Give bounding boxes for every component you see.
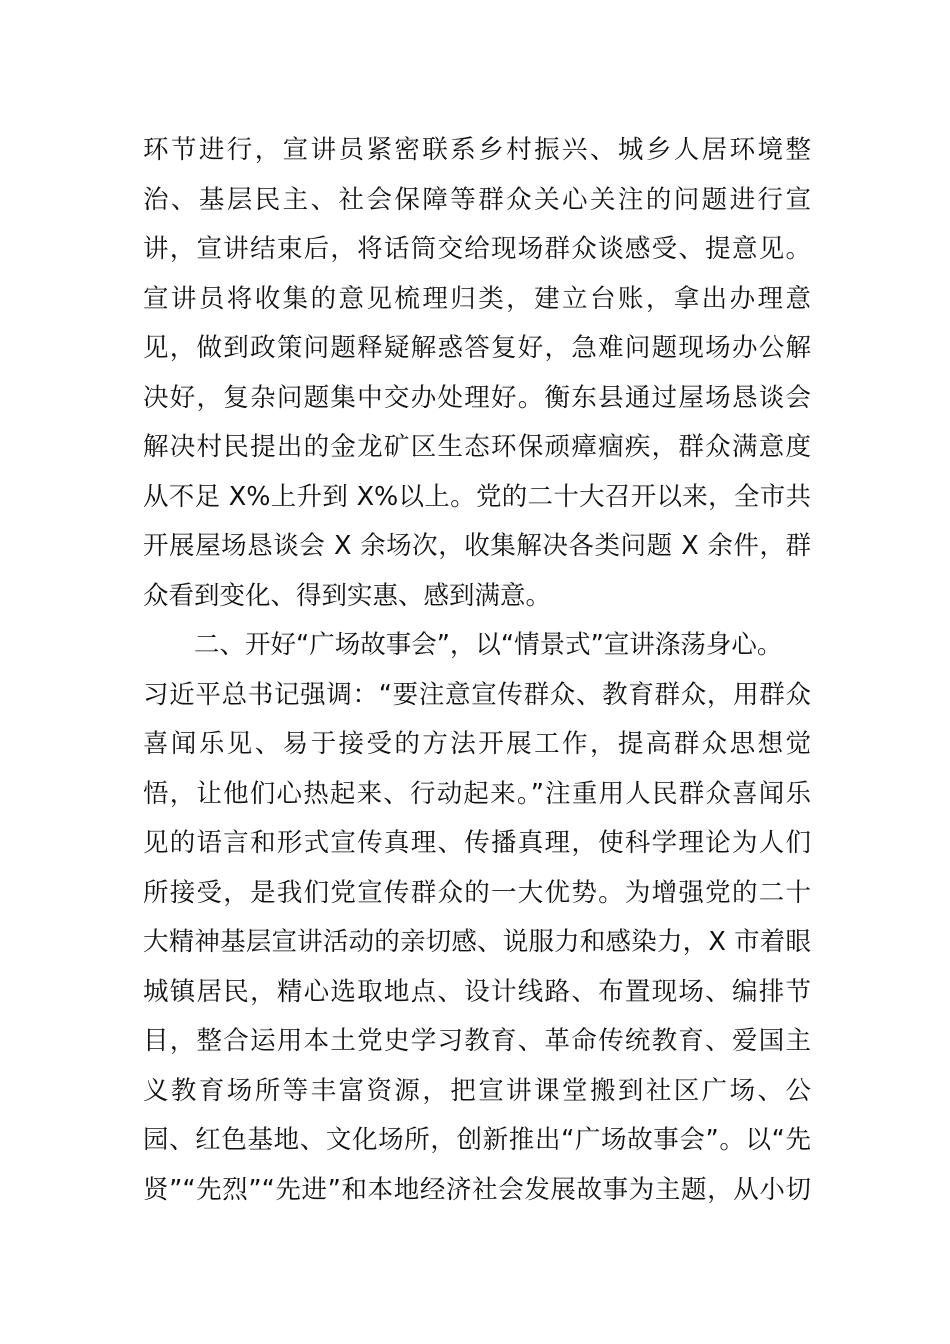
text-line-9: 开展屋场恳谈会 X 余场次，收集解决各类问题 X 余件，群 [143,531,811,561]
text-line-20: 义教育场所等丰富资源，把宣讲课堂搬到社区广场、公 [143,1075,811,1106]
text-line-15: 见的语言和形式宣传真理、传播真理，使科学理论为人们 [143,828,811,858]
text-line-7: 解决村民提出的金龙矿区生态环保顽瘴痼疾，群众满意度 [143,432,811,462]
text-line-16: 所接受，是我们党宣传群众的一大优势。为增强党的二十 [143,877,811,908]
text-line-3: 讲，宣讲结束后，将话筒交给现场群众谈感受、提意见。 [143,234,811,264]
text-line-2: 治、基层民主、社会保障等群众关心关注的问题进行宣 [143,184,811,215]
section-heading: 二、开好“广场故事会”，以“情景式”宣讲涤荡身心。 [194,630,783,660]
text-line-6: 决好，复杂问题集中交办处理好。衡东县通过屋场恳谈会 [143,382,811,413]
text-line-10: 众看到变化、得到实惠、感到满意。 [143,580,552,611]
text-line-19: 目，整合运用本土党史学习教育、革命传统教育、爱国主 [143,1026,811,1056]
text-line-14: 悟，让他们心热起来、行动起来。”注重用人民群众喜闻乐 [143,778,811,809]
text-line-22: 贤”“先烈”“先进”和本地经济社会发展故事为主题，从小切 [143,1174,811,1205]
text-line-18: 城镇居民，精心选取地点、设计线路、布置现场、编排节 [143,976,811,1007]
text-line-1: 环节进行，宣讲员紧密联系乡村振兴、城乡人居环境整 [143,135,811,165]
text-line-8: 从不足 X%上升到 X%以上。党的二十大召开以来，全市共 [143,481,811,512]
text-line-13: 喜闻乐见、易于接受的方法开展工作，提高群众思想觉 [143,729,811,759]
body-text [143,126,811,1215]
text-line-4: 宣讲员将收集的意见梳理归类，建立台账，拿出办理意 [143,283,811,314]
text-line-17: 大精神基层宣讲活动的亲切感、说服力和感染力，X 市着眼 [143,927,811,957]
text-line-5: 见，做到政策问题释疑解惑答复好，急难问题现场办公解 [143,333,811,363]
text-line-21: 园、红色基地、文化场所，创新推出“广场故事会”。以“先 [143,1125,811,1155]
text-line-12: 习近平总书记强调：“要注意宣传群众、教育群众，用群众 [143,679,811,710]
